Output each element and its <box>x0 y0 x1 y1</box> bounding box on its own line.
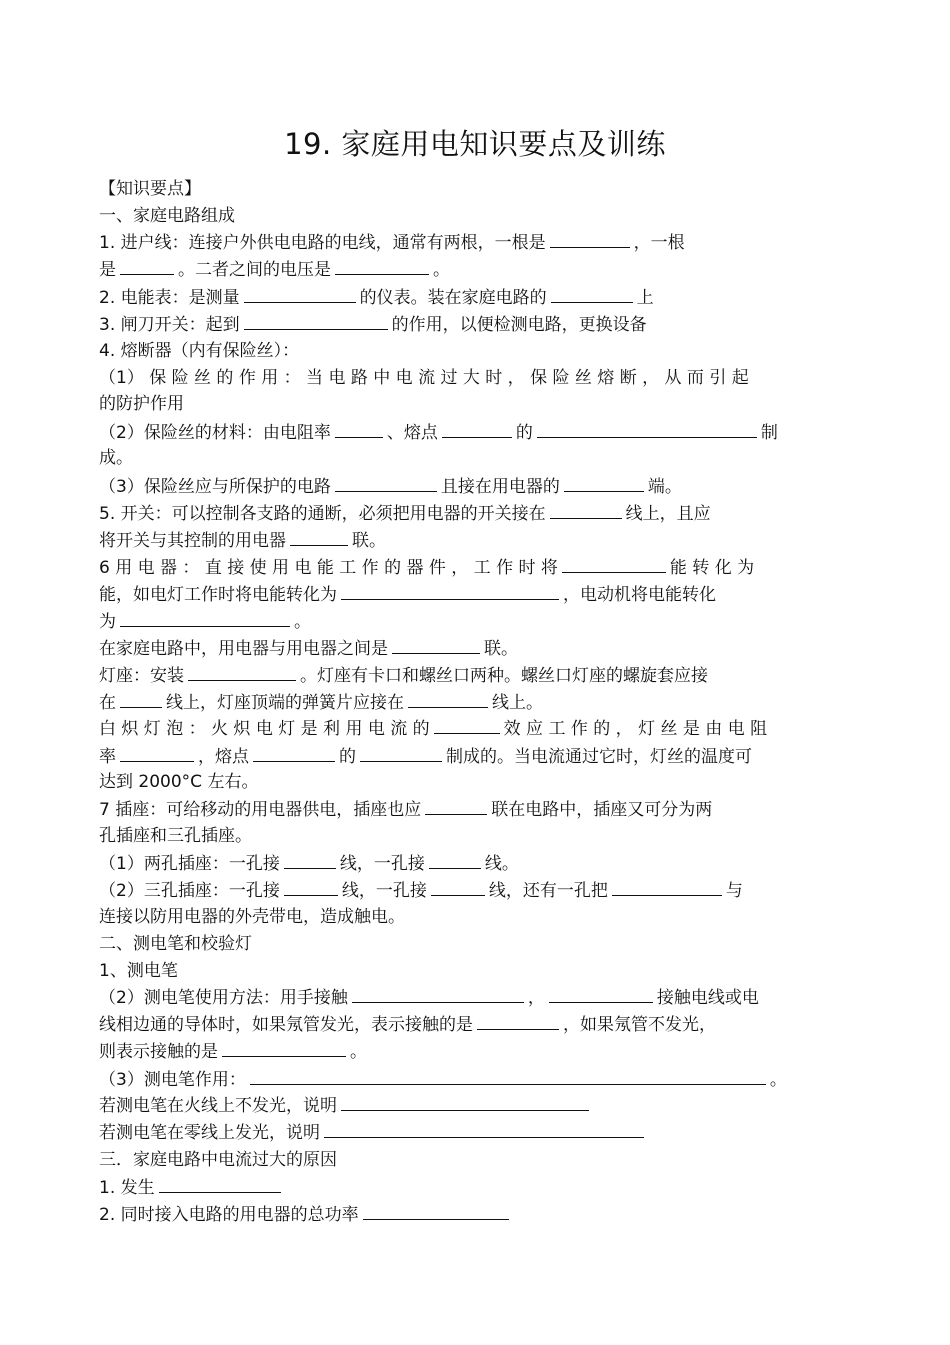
text-segment: 与 <box>725 881 743 901</box>
text-line <box>99 205 235 227</box>
text-line <box>99 475 682 498</box>
text-line <box>99 771 258 793</box>
text-segment: 、熔点 <box>386 423 438 443</box>
answer-blank[interactable] <box>253 745 335 762</box>
answer-blank[interactable] <box>290 529 348 546</box>
text-segment: ， <box>527 988 545 1008</box>
text-segment: 率 <box>99 747 116 767</box>
text-line <box>99 1040 367 1063</box>
text-line <box>99 933 252 955</box>
text-segment: 若测电笔在零线上发光，说明 <box>99 1123 320 1143</box>
text-line <box>99 393 184 415</box>
text-segment: （2）测电笔使用方法：用手接触 <box>99 988 348 1008</box>
answer-blank[interactable] <box>284 852 336 869</box>
answer-blank[interactable] <box>120 691 162 708</box>
text-segment: 连接以防用电器的外壳带电，造成触电。 <box>99 907 405 927</box>
text-segment: 孔插座和三孔插座。 <box>99 826 252 846</box>
text-segment: ，电动机将电能转化 <box>563 585 716 605</box>
text-line <box>99 960 178 982</box>
text-segment: 5. 开关：可以控制各支路的通断，必须把用电器的开关接在 <box>99 504 546 524</box>
text-segment: 1、测电笔 <box>99 961 178 981</box>
answer-blank[interactable] <box>429 852 481 869</box>
answer-blank[interactable] <box>392 637 480 654</box>
text-segment: 线相边通的导体时，如果氖管发光，表示接触的是 <box>99 1015 473 1035</box>
text-segment: 制 <box>760 423 778 443</box>
text-segment: 线上。 <box>492 693 543 713</box>
text-segment: 上 <box>636 288 654 308</box>
answer-blank[interactable] <box>363 1203 509 1220</box>
text-segment: 能 转 化 为 <box>669 558 755 578</box>
text-line <box>99 717 767 740</box>
answer-blank[interactable] <box>537 421 757 438</box>
text-segment: 达到 2000°C 左右。 <box>99 772 259 792</box>
text-line <box>99 313 647 336</box>
text-segment: 。 <box>294 612 311 632</box>
text-line <box>99 637 518 660</box>
text-segment: 。 <box>769 1070 787 1090</box>
text-line <box>99 986 759 1009</box>
answer-blank[interactable] <box>360 745 442 762</box>
text-segment: 3. 闸刀开关：起到 <box>99 315 240 335</box>
answer-blank[interactable] <box>352 986 524 1003</box>
text-segment: （2）三孔插座：一孔接 <box>99 881 280 901</box>
text-segment: 成。 <box>99 448 133 468</box>
text-segment: 的 <box>339 747 356 767</box>
answer-blank[interactable] <box>159 1176 281 1193</box>
text-segment: 。 <box>433 260 450 280</box>
text-segment: 灯座：安装 <box>99 666 184 686</box>
text-segment: 是 <box>99 260 116 280</box>
text-segment: 一、家庭电路组成 <box>99 206 235 226</box>
answer-blank[interactable] <box>425 798 487 815</box>
answer-blank[interactable] <box>244 286 356 303</box>
text-segment: 。二者之间的电压是 <box>178 260 331 280</box>
answer-blank[interactable] <box>550 502 622 519</box>
text-line <box>99 879 743 902</box>
text-segment: ，一根 <box>633 233 685 253</box>
text-segment: 的防护作用 <box>99 394 184 414</box>
text-line <box>99 529 386 552</box>
text-segment: 。 <box>350 1042 367 1062</box>
text-segment: ，如果氖管不发光， <box>563 1015 716 1035</box>
text-line <box>99 691 543 714</box>
text-segment: 的 <box>515 423 533 443</box>
answer-blank[interactable] <box>612 879 722 896</box>
answer-blank[interactable] <box>341 1094 589 1111</box>
text-line <box>99 178 201 200</box>
text-line <box>99 1176 285 1199</box>
text-line <box>99 447 133 469</box>
text-segment: 若测电笔在火线上不发光，说明 <box>99 1096 337 1116</box>
answer-blank[interactable] <box>341 583 559 600</box>
answer-blank[interactable] <box>335 258 429 275</box>
text-segment: 7 插座：可给移动的用电器供电，插座也应 <box>99 800 422 820</box>
text-segment: 1. 发生 <box>99 1178 155 1198</box>
text-segment: （1）两孔插座：一孔接 <box>99 854 280 874</box>
text-segment: 为 <box>99 612 116 632</box>
text-line <box>99 664 708 687</box>
text-line <box>99 1068 787 1091</box>
text-line <box>99 258 450 281</box>
answer-blank[interactable] <box>120 610 290 627</box>
text-line <box>99 231 685 254</box>
answer-blank[interactable] <box>188 664 296 681</box>
answer-blank[interactable] <box>335 421 383 438</box>
answer-blank[interactable] <box>442 421 512 438</box>
text-line <box>99 502 711 525</box>
text-segment: 线上，且应 <box>625 504 711 524</box>
text-line <box>99 556 754 579</box>
answer-blank[interactable] <box>549 986 653 1003</box>
text-segment: （1） 保 险 丝 的 作 用 ： 当 电 路 中 电 流 过 大 时 ， 保 险 丝 熔 断 ， 从 而 引 起 <box>99 368 749 388</box>
text-segment: 在 <box>99 693 116 713</box>
answer-blank[interactable] <box>120 745 194 762</box>
answer-blank[interactable] <box>434 717 500 734</box>
text-segment: 2. 电能表：是测量 <box>99 288 240 308</box>
text-segment: 联。 <box>352 531 386 551</box>
answer-blank[interactable] <box>477 1013 559 1030</box>
text-segment: 1. 进户线：连接户外供电电路的电线，通常有两根，一根是 <box>99 233 546 253</box>
text-segment: 二、测电笔和校验灯 <box>99 934 252 954</box>
text-segment: 则表示接触的是 <box>99 1042 218 1062</box>
text-segment: 接触电线或电 <box>656 988 759 1008</box>
text-line <box>99 340 299 362</box>
answer-blank[interactable] <box>222 1040 346 1057</box>
text-segment: 2. 同时接入电路的用电器的总功率 <box>99 1205 359 1225</box>
text-line <box>99 1149 337 1171</box>
answer-blank[interactable] <box>431 879 485 896</box>
text-line <box>99 1203 513 1226</box>
text-line <box>99 1013 716 1036</box>
text-segment: 且接在用电器的 <box>440 477 560 497</box>
text-segment: 联在电路中，插座又可分为两 <box>491 800 713 820</box>
text-segment: 线，一孔接 <box>339 854 425 874</box>
text-segment: 制成的。当电流通过它时，灯丝的温度可 <box>446 747 752 767</box>
text-line <box>99 583 716 606</box>
text-segment: 线。 <box>484 854 519 874</box>
text-segment: 的作用，以便检测电路，更换设备 <box>391 315 647 335</box>
text-line <box>99 286 654 309</box>
text-line <box>99 825 252 847</box>
answer-blank[interactable] <box>244 313 388 330</box>
text-segment: 4. 熔断器（内有保险丝）： <box>99 341 300 361</box>
text-segment: 在家庭电路中，用电器与用电器之间是 <box>99 639 388 659</box>
text-segment: （3）保险丝应与所保护的电路 <box>99 477 331 497</box>
text-segment: 线，一孔接 <box>341 881 427 901</box>
text-segment: 白 炽 灯 泡 ： 火 炽 电 灯 是 利 用 电 流 的 <box>99 719 430 739</box>
text-line <box>99 1094 593 1117</box>
page-title: 19. 家庭用电知识要点及训练 <box>284 127 666 161</box>
text-segment: 线上，灯座顶端的弹簧片应接在 <box>166 693 404 713</box>
text-line <box>99 1121 648 1144</box>
text-segment: 联。 <box>484 639 518 659</box>
answer-blank[interactable] <box>335 475 437 492</box>
answer-blank[interactable] <box>550 231 630 248</box>
answer-blank[interactable] <box>564 475 644 492</box>
text-segment: 线，还有一孔把 <box>488 881 608 901</box>
text-line <box>99 798 712 821</box>
answer-blank[interactable] <box>562 556 666 573</box>
text-segment: 端。 <box>647 477 682 497</box>
text-line <box>99 852 519 875</box>
answer-blank[interactable] <box>284 879 338 896</box>
text-segment: 效 应 工 作 的 ， 灯 丝 是 由 电 阻 <box>503 719 768 739</box>
answer-blank[interactable] <box>551 286 633 303</box>
text-segment: 6 用 电 器 ： 直 接 使 用 电 能 工 作 的 器 件 ， 工 作 时 将 <box>99 558 558 578</box>
text-segment: （3）测电笔作用： <box>99 1070 246 1090</box>
text-line <box>99 421 778 444</box>
answer-blank[interactable] <box>120 258 174 275</box>
answer-blank[interactable] <box>408 691 488 708</box>
text-segment: 将开关与其控制的用电器 <box>99 531 286 551</box>
text-segment: 。灯座有卡口和螺丝口两种。螺丝口灯座的螺旋套应接 <box>300 666 708 686</box>
answer-blank[interactable] <box>250 1068 766 1085</box>
text-segment: ，熔点 <box>198 747 249 767</box>
text-segment: 的仪表。装在家庭电路的 <box>359 288 547 308</box>
text-segment: 能，如电灯工作时将电能转化为 <box>99 585 337 605</box>
text-line <box>99 367 749 389</box>
text-line <box>99 906 405 928</box>
text-segment: 三．家庭电路中电流过大的原因 <box>99 1150 337 1170</box>
answer-blank[interactable] <box>324 1121 644 1138</box>
text-line <box>99 745 752 768</box>
text-line <box>99 610 311 633</box>
text-segment: （2）保险丝的材料：由电阻率 <box>99 423 331 443</box>
text-segment: 【知识要点】 <box>99 179 201 199</box>
